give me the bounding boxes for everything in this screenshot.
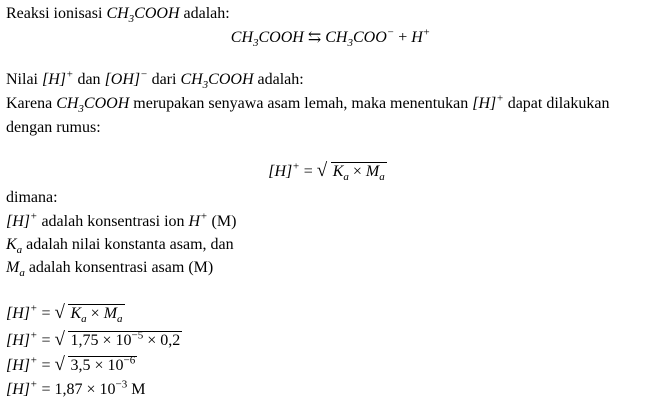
formula-equation: [H]+ = √ $K_a \times M_a$ — [268, 160, 385, 184]
dimana-text: dimana: — [6, 189, 58, 206]
step2-tail: × 0,2 — [147, 332, 181, 349]
intro-line — [6, 2, 230, 26]
karena-line — [6, 92, 609, 116]
rumus-line — [6, 116, 101, 140]
nilai-and: dan — [77, 71, 101, 88]
oh-concentration: [OH]− — [104, 68, 148, 88]
rumus-text: dengan rumus: — [6, 119, 101, 136]
step3-expr: 3,5 × 10 — [70, 357, 124, 374]
intro-text: Reaksi ionisasi — [6, 5, 103, 22]
dimana-line — [6, 186, 58, 210]
acetate-ion: $CH_3COO^-$ — [325, 26, 395, 50]
def1-text: adalah konsentrasi ion — [41, 213, 185, 230]
result-unit: M — [131, 381, 146, 398]
sqrt-formula: √ $K_a \times M_a$ — [316, 160, 385, 184]
intro-tail: adalah: — [183, 5, 230, 22]
h-concentration: [H]+ — [42, 68, 74, 88]
def3-text: adalah konsentrasi asam (M) — [28, 259, 214, 276]
calc-step-1: [H]+ = √ $K_a \times M_a$ — [6, 302, 123, 326]
definition-ka: $K_a$ adalah nilai konstanta asam, dan — [6, 236, 234, 257]
def2-text: adalah nilai konstanta asam, dan — [26, 236, 234, 253]
step2-exponent: −5 — [131, 329, 144, 342]
def1-unit: (M) — [211, 213, 237, 230]
step2-expr: 1,75 × 10 — [70, 332, 132, 349]
calc-step-3: [H]+ = √ $3,5 \times 10^{-6}$ — [6, 354, 136, 375]
nilai-from: dari — [151, 71, 177, 88]
step3-exponent: −6 — [123, 354, 136, 367]
karena-tail: dapat dilakukan — [507, 95, 610, 112]
karena-text: Karena — [6, 95, 53, 112]
nilai-label: Nilai — [6, 71, 38, 88]
result-value: = 1,87 × 10 — [41, 381, 116, 398]
h-concentration-2: [H]+ — [472, 92, 504, 112]
definition-h: [H]+ adalah konsentrasi ion H+ (M) — [6, 210, 237, 230]
hydrogen-ion: H+ — [411, 26, 431, 46]
equilibrium-arrow-icon: ⇆ — [307, 29, 322, 46]
nilai-tail: adalah: — [257, 71, 304, 88]
formula-acetic-acid-2: $CH_3COOH$ — [180, 71, 254, 92]
definition-ma: $M_a$ adalah konsentrasi asam (M) — [6, 259, 214, 280]
formula-acetic-acid-3: $CH_3COOH$ — [56, 95, 130, 116]
karena-mid: merupakan senyawa asam lemah, maka menentukan — [133, 95, 469, 112]
result-exponent: −3 — [115, 378, 128, 391]
calc-result: $[H]^+ = 1,87 \times 10^{-3}$ M — [6, 378, 146, 398]
reactant-formula: $CH_3COOH$ — [230, 29, 304, 50]
ionization-reaction: $CH_3COOH$ ⇆ $CH_3COO^- + H^+$ — [230, 26, 431, 50]
nilai-line — [6, 68, 304, 92]
calc-step-2: [H]+ = √ $1,75 \times 10^{-5} \times 0,2$ — [6, 329, 181, 350]
formula-acetic-acid: $CH_3COOH$ — [106, 5, 180, 26]
